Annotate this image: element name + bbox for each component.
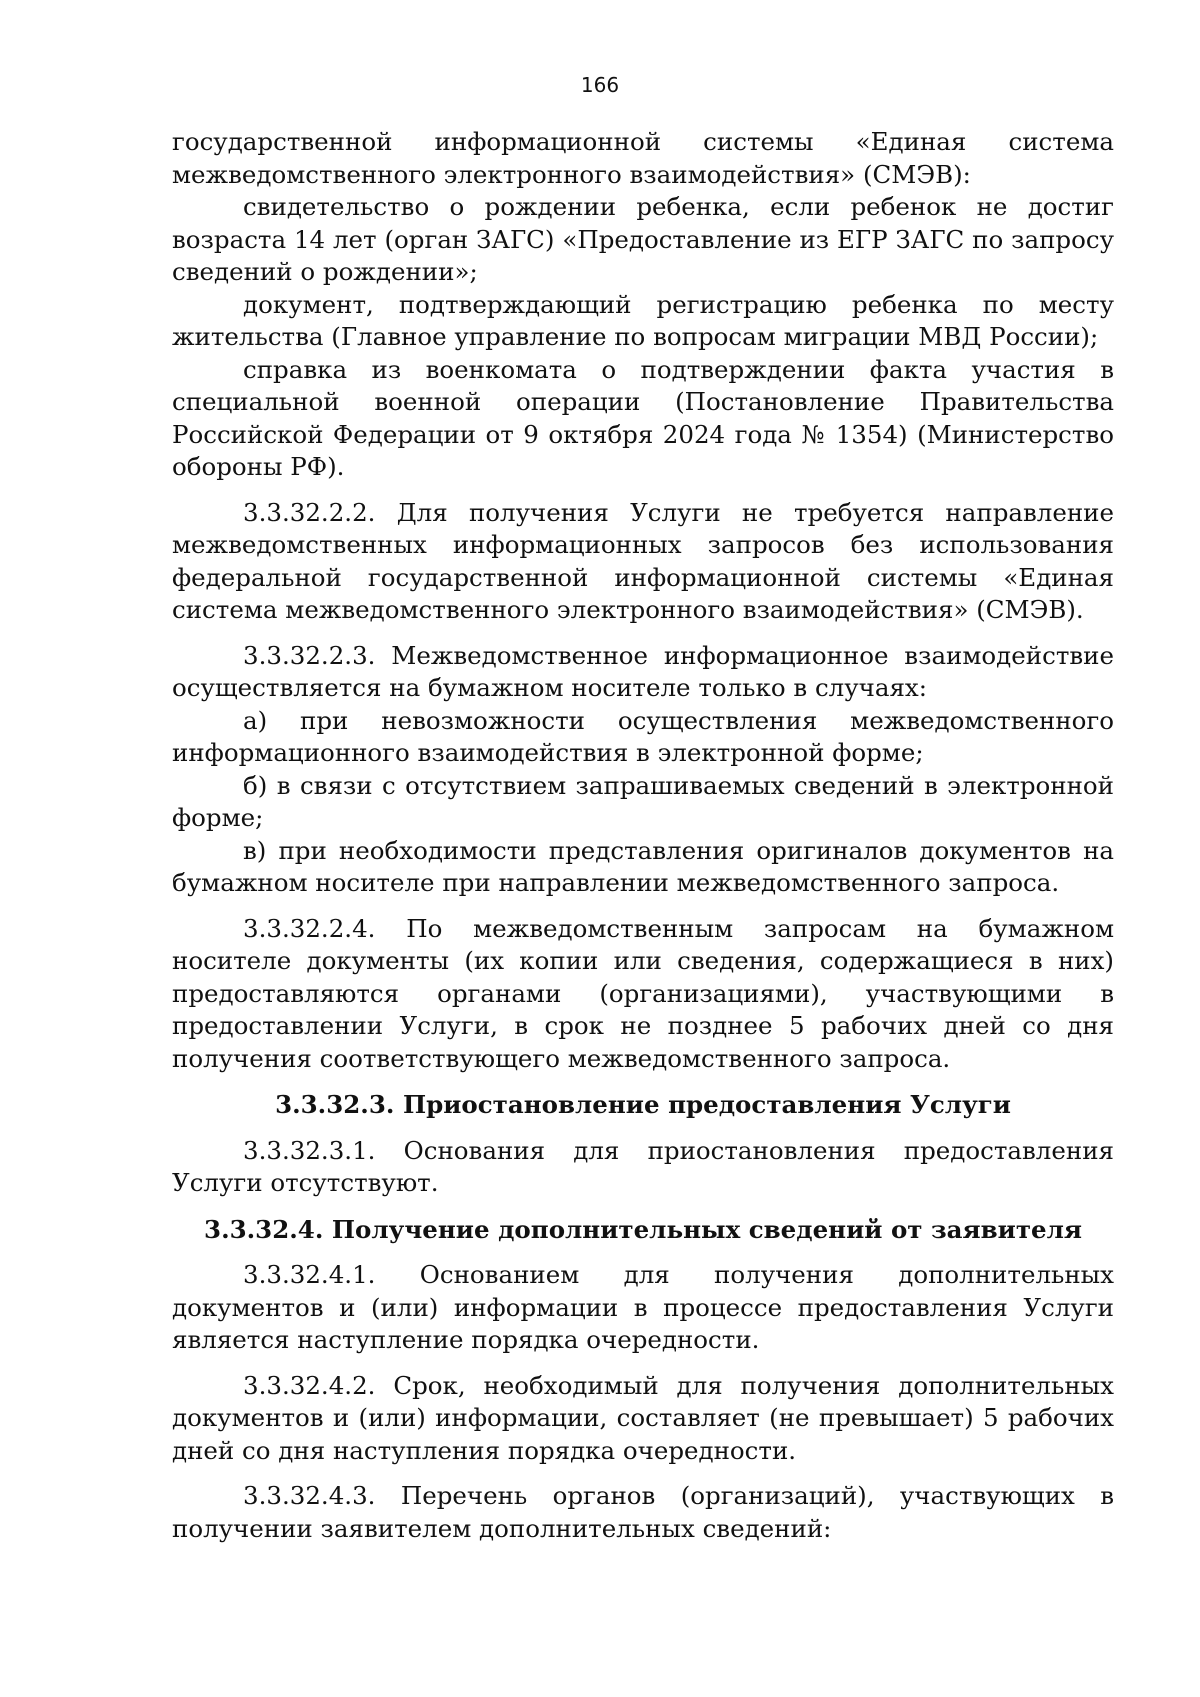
paragraph-3-3-32-2-4: 3.3.32.2.4. По межведомственным запросам на бумажном носителе документы (их копии или сведения, содержащиеся в них) предоставляются органами (организациями), участвующими в предоставлении Услуги, в срок не позднее 5 рабочих дней со дня получения соответствующего межведомственного запроса. [172, 913, 1114, 1073]
paragraph-3-3-32-4-2: 3.3.32.4.2. Срок, необходимый для получения дополнительных документов и (или) информации, составляет (не превышает) 5 рабочих дней со дня наступления порядка очередности. [172, 1370, 1114, 1465]
paragraph-registration-document: документ, подтверждающий регистрацию ребенка по месту жительства (Главное управление по вопросам миграции МВД России); [172, 289, 1114, 351]
section-heading-additional-info: 3.3.32.4. Получение дополнительных сведений от заявителя [204, 1214, 1082, 1244]
paragraph-birth-certificate: свидетельство о рождении ребенка, если ребенок не достиг возраста 14 лет (орган ЗАГС) «Предоставление из ЕГР ЗАГС по запросу сведений о рождении»; [172, 192, 1114, 286]
paragraph-3-3-32-4-3: 3.3.32.4.3. Перечень органов (организаций), участвующих в получении заявителем дополнительных сведений: [172, 1481, 1114, 1543]
paragraph-3-3-32-3-1: 3.3.32.3.1. Основания для приостановления предоставления Услуги отсутствуют. [172, 1135, 1114, 1197]
paragraph-case-c: в) при необходимости представления оригиналов документов на бумажном носителе при направлении межведомственного запроса. [172, 835, 1114, 897]
page-number: 166 [580, 73, 620, 97]
paragraph-smev-continuation: государственной информационной системы «Единая система межведомственного электронного взаимодействия» (СМЭВ): [172, 127, 1114, 189]
document-body [172, 126, 1114, 1545]
paragraph-3-3-32-4-1: 3.3.32.4.1. Основанием для получения дополнительных документов и (или) информации в процессе предоставления Услуги является наступление порядка очередности. [172, 1260, 1114, 1354]
paragraph-3-3-32-2-2: 3.3.32.2.2. Для получения Услуги не требуется направление межведомственных информационных запросов без использования федеральной государственной информационной системы «Единая система межведомственного электронного взаимодействия» (СМЭВ). [172, 497, 1114, 624]
paragraph-military-certificate: справка из военкомата о подтверждении факта участия в специальной военной операции (Постановление Правительства Российской Федерации от 9 октября 2024 года № 1354) (Министерство обороны РФ). [172, 354, 1114, 481]
section-heading-suspension: 3.3.32.3. Приостановление предоставления Услуги [275, 1090, 1011, 1119]
paragraph-case-a: а) при невозможности осуществления межведомственного информационного взаимодействия в электронной форме; [172, 705, 1114, 767]
paragraph-3-3-32-2-3: 3.3.32.2.3. Межведомственное информационное взаимодействие осуществляется на бумажном носителе только в случаях: [172, 640, 1114, 702]
paragraph-case-b: б) в связи с отсутствием запрашиваемых сведений в электронной форме; [172, 770, 1114, 832]
